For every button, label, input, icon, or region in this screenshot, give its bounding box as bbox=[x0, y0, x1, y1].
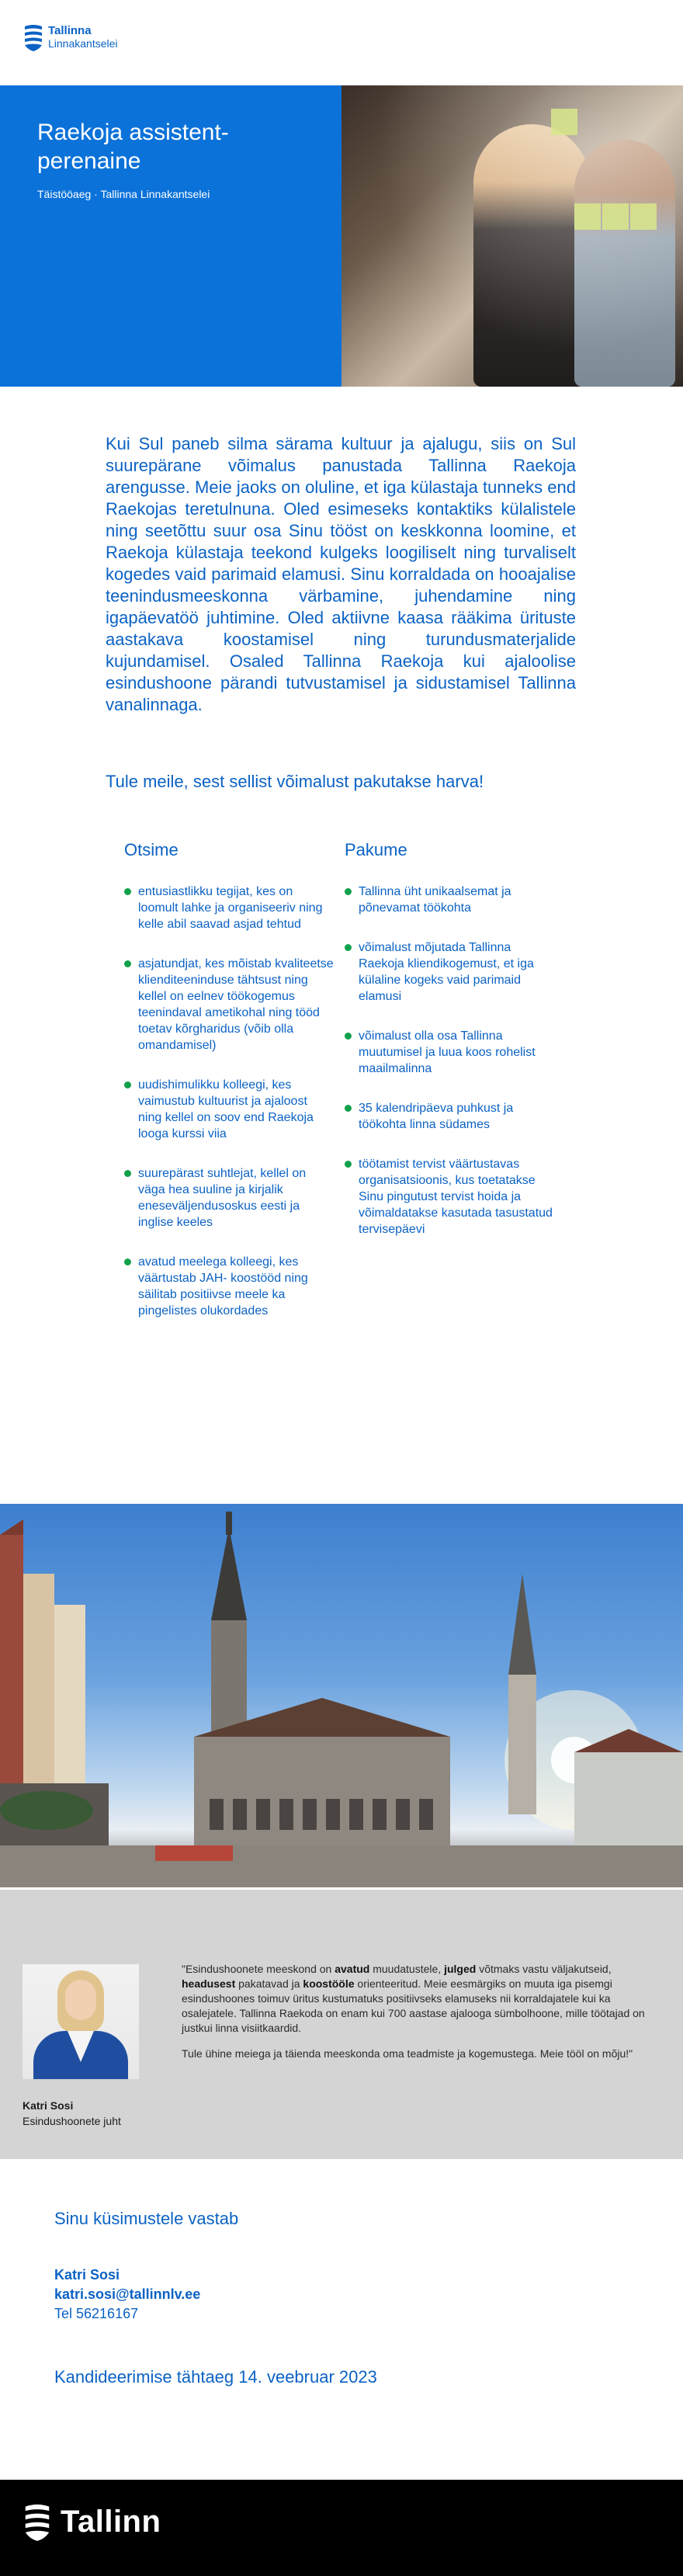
portrait-face bbox=[65, 1980, 96, 2020]
tallinn-crest-icon bbox=[23, 23, 43, 51]
quote-bold: koostööle bbox=[303, 1977, 355, 1990]
list-item bbox=[345, 1100, 554, 1133]
list-item-text: suurepärast suhtlejat, kellel on väga hea suuline ja kirjalik eneseväljendusoskus eesti ja inglise keeles bbox=[138, 1167, 307, 1229]
town-hall-photo bbox=[0, 1504, 683, 1887]
quote-text: "Esindushoonete meeskond on bbox=[182, 1963, 335, 1975]
list-item bbox=[124, 1254, 334, 1319]
testimonial-role: Esindushoonete juht bbox=[23, 2115, 121, 2127]
offer-column bbox=[345, 840, 554, 1261]
bullet-dot-icon bbox=[124, 888, 131, 895]
office-photo bbox=[342, 85, 683, 387]
quote-text: orienteeritud. Meie eesmärgiks on muuta iga pisemgi esindushoones toimuv üritus kustumatuks positiivseks elamuseks nii korraldajatele kui ka osalejatele. Tallinna Raekoda on enam kui 700 aastase ajalooga sümbolhoone, mille töötajad on justkui linna visiitkaardid. bbox=[182, 1977, 645, 2034]
sticky-note bbox=[602, 203, 629, 230]
hero-banner bbox=[0, 85, 683, 387]
katri-sosi-portrait bbox=[23, 1964, 139, 2079]
list-item bbox=[124, 1077, 334, 1142]
bullet-dot-icon bbox=[345, 1105, 352, 1112]
quote-bold: avatud bbox=[335, 1963, 370, 1975]
seek-list bbox=[124, 884, 334, 1319]
list-item bbox=[124, 884, 334, 932]
quote-paragraph-2: Tule ühine meiega ja täienda meeskonda oma teadmiste ja kogemustega. Meie tööl on mõju!" bbox=[182, 2047, 633, 2060]
offer-list bbox=[345, 884, 554, 1238]
hero-text-panel bbox=[0, 85, 342, 387]
bullet-dot-icon bbox=[124, 1081, 131, 1088]
logo-line-1: Tallinna bbox=[48, 24, 92, 37]
tallinn-footer-logo[interactable] bbox=[23, 2501, 161, 2542]
list-item bbox=[124, 1165, 334, 1231]
list-item bbox=[345, 1028, 554, 1077]
sticky-note bbox=[630, 203, 657, 230]
bullet-dot-icon bbox=[345, 944, 352, 951]
bullet-dot-icon bbox=[345, 1161, 352, 1168]
footer-wordmark: Tallinn bbox=[61, 2504, 161, 2539]
footer bbox=[0, 2480, 683, 2576]
testimonial-name: Katri Sosi bbox=[23, 2099, 74, 2112]
list-item-text: asjatundjat, kes mõistab kvaliteetse klienditeeninduse tähtsust ning kellel on eelnev töökogemus teenindaval ametikohal ning tööd toetav kõrgharidus (võib olla omandamisel) bbox=[138, 957, 334, 1052]
bullet-dot-icon bbox=[124, 960, 131, 967]
list-item bbox=[124, 956, 334, 1054]
job-subtitle: Täistööaeg · Tallinna Linnakantselei bbox=[37, 188, 210, 200]
contact-phone: Tel 56216167 bbox=[54, 2306, 139, 2321]
bullet-dot-icon bbox=[124, 1258, 131, 1265]
list-item-text: võimalust mõjutada Tallinna Raekoja kliendikogemust, et iga külaline kogeks vaid parimaid elamusi bbox=[359, 941, 534, 1003]
list-item-text: uudishimulikku kolleegi, kes vaimustub kultuurist ja ajaloost ning kellel on soov end Raekoja looga kurssi viia bbox=[138, 1078, 314, 1140]
list-item-text: 35 kalendripäeva puhkust ja töökohta linna südames bbox=[359, 1102, 514, 1131]
quote-bold: julged bbox=[444, 1963, 477, 1975]
bullet-dot-icon bbox=[124, 1170, 131, 1177]
seek-heading: Otsime bbox=[124, 840, 179, 859]
seek-column bbox=[124, 840, 334, 1342]
town-hall-illustration bbox=[0, 1504, 683, 1887]
logo-line-2: Linnakantselei bbox=[48, 37, 118, 50]
contact-email-link[interactable]: katri.sosi@tallinnlv.ee bbox=[54, 2286, 201, 2302]
top-header bbox=[0, 0, 683, 70]
intro-call-to-action: Tule meile, sest sellist võimalust pakutakse harva! bbox=[106, 772, 484, 791]
list-item bbox=[345, 1156, 554, 1238]
sticky-note bbox=[551, 109, 577, 135]
intro-paragraph: Kui Sul paneb silma särama kultuur ja ajalugu, siis on Sul suurepärane võimalus panustada Tallinna Raekoja arengusse. Meie jaoks on oluline, et iga külastaja tunneks end Raekojas teretulnuna. Oled esimeseks kontaktiks külalistele ning seetõttu suur osa Sinu tööst on keskkonna loomine, et Raekoja külastaja teekond kulgeks loogiliselt ning turvaliselt kogedes vaid parimaid elamusi. Sinu korraldada on hooajalise teenindusmeeskonna värbamine, juhendamine ning igapäevatöö juhtimine. Oled aktiivne kaasa rääkima ürituste aastakava koostamisel ning turundusmaterjalide kujundamisel. Osaled Tallinna Raekoja kui ajaloolise esindushoone pärandi tutvustamisel ja sidustamisel Tallinna vanalinnaga. bbox=[106, 434, 576, 714]
list-item-text: Tallinna üht unikaalsemat ja põnevamat töökohta bbox=[359, 885, 511, 915]
list-item-text: töötamist tervist väärtustavas organisatsioonis, kus toetatakse Sinu pingutust tervist hoida ja võimaldatakse kasutada tasustatud tervisepäevi bbox=[359, 1158, 553, 1236]
quote-paragraph-1 bbox=[182, 1962, 663, 2036]
application-deadline: Kandideerimise tähtaeg 14. veebruar 2023 bbox=[54, 2367, 377, 2387]
tallinn-crest-icon bbox=[23, 2501, 51, 2542]
contact-name: Katri Sosi bbox=[54, 2267, 120, 2283]
list-item-text: võimalust olla osa Tallinna muutumisel ja luua koos rohelist maailmalinna bbox=[359, 1029, 536, 1075]
list-item bbox=[345, 884, 554, 916]
sticky-note bbox=[574, 203, 601, 230]
linnakantselei-logo[interactable] bbox=[23, 23, 118, 51]
list-item bbox=[345, 939, 554, 1005]
quote-text: muudatustele, bbox=[369, 1963, 445, 1975]
list-item-text: avatud meelega kolleegi, kes väärtustab JAH- koostööd ning säilitab positiivse meele ka pingelistes olukordades bbox=[138, 1255, 308, 1318]
photo-glass-reflection bbox=[342, 85, 683, 387]
contact-heading: Sinu küsimustele vastab bbox=[54, 2209, 239, 2228]
quote-bold: headusest bbox=[182, 1977, 236, 1990]
testimonial-quote bbox=[182, 1962, 663, 2061]
list-item-text: entusiastlikku tegijat, kes on loomult lahke ja organiseeriv ning kelle abil saavad asjad tehtud bbox=[138, 885, 323, 931]
bullet-dot-icon bbox=[345, 888, 352, 895]
offer-heading: Pakume bbox=[345, 840, 407, 859]
testimonial-section bbox=[0, 1890, 683, 2159]
job-title: Raekoja assistent-perenaine bbox=[37, 120, 229, 174]
quote-text: pakatavad ja bbox=[235, 1977, 303, 1990]
quote-text: võtmaks vastu väljakutseid, bbox=[476, 1963, 612, 1975]
bullet-dot-icon bbox=[345, 1033, 352, 1040]
